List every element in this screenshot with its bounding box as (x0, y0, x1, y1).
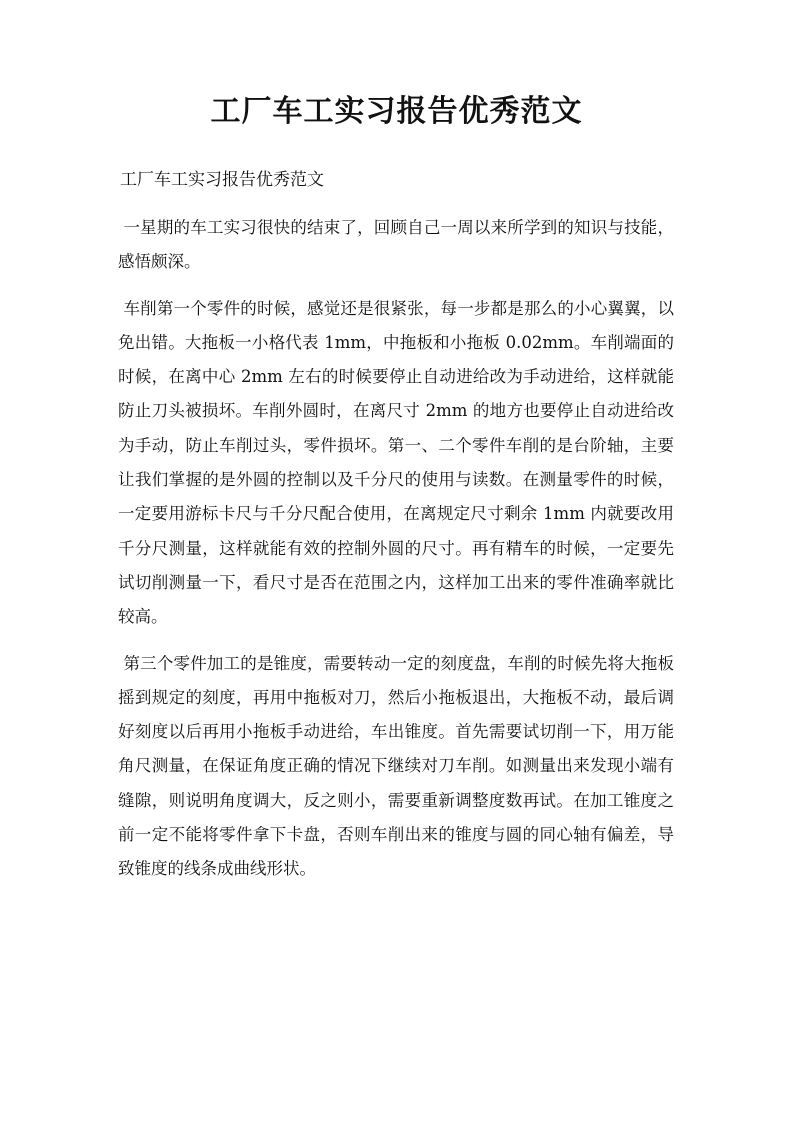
paragraph: 车削第一个零件的时候，感觉还是很紧张，每一步都是那么的小心翼翼，以免出错。大拖板一小格代表 1mm，中拖板和小拖板 0.02mm。车削端面的时候，在离中心 2mm 左右的时候要停止自动进给改为手动进给，这样就能防止刀头被损坏。车削外圆时，在离尺寸 2mm 的地方也要停止自动进给改为手动，防止车削过头，零件损坏。第一、二个零件车削的是台阶轴，主要让我们掌握的是外圆的控制以及千分尺的使用与读数。在测量零件的时候，一定要用游标卡尺与千分尺配合使用，在离规定尺寸剩余 1mm 内就要改用千分尺测量，这样就能有效的控制外圆的尺寸。再有精车的时候，一定要先试切削测量一下，看尺寸是否在范围之内，这样加工出来的零件准确率就比较高。 (118, 298, 674, 627)
paragraph: 第三个零件加工的是锥度，需要转动一定的刻度盘，车削的时候先将大拖板摇到规定的刻度，再用中拖板对刀，然后小拖板退出，大拖板不动，最后调好刻度以后再用小拖板手动进给，车出锥度。首先需要试切削一下，用万能角尺测量，在保证角度正确的情况下继续对刀车削。如测量出来发现小端有缝隙，则说明角度调大，反之则小，需要重新调整度数再试。在加工锥度之前一定不能将零件拿下卡盘，否则车削出来的锥度与圆的同心轴有偏差，导致锥度的线条成曲线形状。 (118, 653, 674, 879)
paragraph: 一星期的车工实习很快的结束了，回顾自己一周以来所学到的知识与技能，感悟颇深。 (118, 218, 674, 272)
document-subtitle: 工厂车工实习报告优秀范文 (120, 170, 324, 190)
document-body (118, 211, 674, 899)
document-title: 工厂车工实习报告优秀范文 (210, 94, 583, 129)
